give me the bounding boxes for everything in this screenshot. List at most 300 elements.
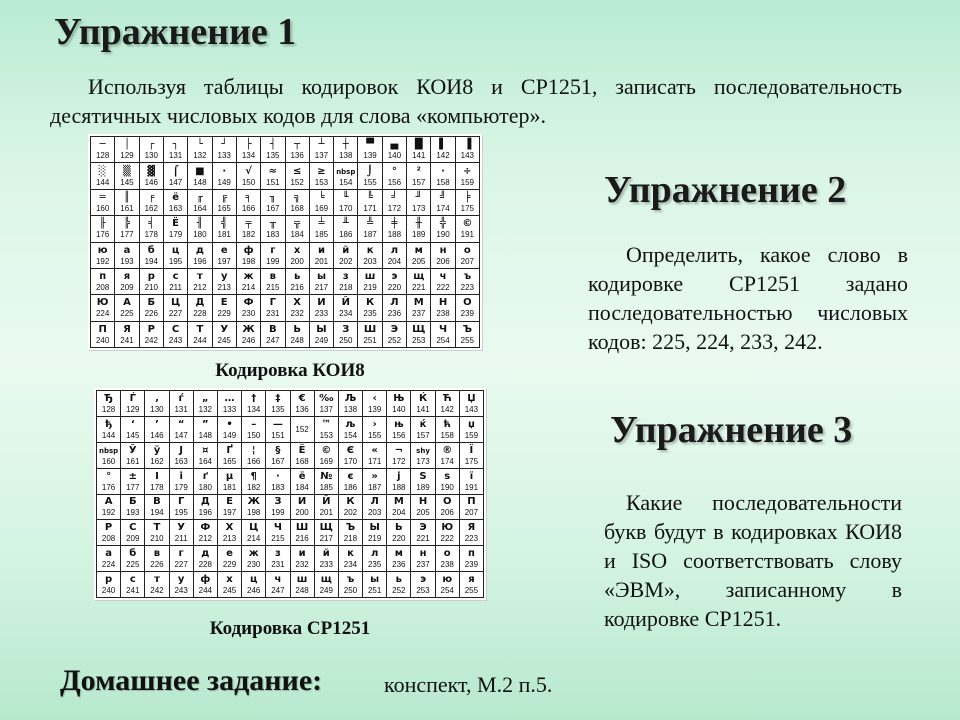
code-cell <box>455 242 479 268</box>
cell-code: 174 <box>440 456 454 466</box>
cell-code: 178 <box>150 482 164 492</box>
cell-glyph: п <box>467 548 475 560</box>
cell-code: 128 <box>95 151 110 161</box>
cell-glyph: ¦ <box>251 444 256 456</box>
code-cell <box>382 295 406 321</box>
cell-glyph: И <box>297 496 307 508</box>
cell-glyph: і <box>179 470 183 482</box>
cp1251-table-frame <box>94 388 486 600</box>
cell-glyph: х <box>226 574 233 586</box>
cell-glyph: в <box>153 548 161 560</box>
code-cell <box>212 137 236 163</box>
cell-code: 159 <box>464 430 479 440</box>
code-cell <box>411 442 435 468</box>
cell-code: 141 <box>412 151 426 161</box>
cell-code: 169 <box>319 456 333 466</box>
code-cell <box>290 416 314 442</box>
cell-code: 200 <box>290 256 304 266</box>
code-cell <box>309 242 333 268</box>
code-cell <box>169 416 193 442</box>
cell-glyph: ╠ <box>123 218 130 230</box>
cell-code: 141 <box>416 404 430 414</box>
cell-code: 134 <box>241 151 256 161</box>
code-cell <box>266 546 290 572</box>
table-row <box>97 520 484 546</box>
code-cell <box>97 442 121 468</box>
code-cell <box>236 163 260 189</box>
cell-code: 182 <box>241 230 256 240</box>
code-cell <box>358 137 382 163</box>
code-cell <box>363 391 387 417</box>
cell-glyph: ъ <box>346 574 355 586</box>
cell-glyph: № <box>320 470 333 482</box>
code-cell <box>115 216 139 242</box>
cell-code: 155 <box>367 430 382 440</box>
code-cell <box>266 416 290 442</box>
code-cell <box>242 494 266 520</box>
cell-code: 147 <box>168 177 183 187</box>
code-cell <box>266 391 290 417</box>
cell-code: 205 <box>416 508 430 518</box>
code-cell <box>309 137 333 163</box>
code-cell <box>163 163 187 189</box>
cell-code: 170 <box>343 456 358 466</box>
cell-glyph: г <box>270 244 276 256</box>
code-cell <box>121 572 145 598</box>
code-cell <box>290 520 314 546</box>
cell-code: 236 <box>392 560 406 570</box>
cell-glyph: ├ <box>245 139 252 151</box>
cell-code: 139 <box>363 151 377 161</box>
cell-code: 238 <box>440 560 454 570</box>
cell-glyph: д <box>201 548 210 560</box>
cell-code: 224 <box>95 309 110 319</box>
code-cell <box>242 416 266 442</box>
cell-glyph: К <box>366 297 375 309</box>
cell-glyph: и <box>317 244 325 256</box>
cell-code: 248 <box>290 335 304 345</box>
code-cell <box>455 295 479 321</box>
cell-code: 248 <box>295 586 309 596</box>
cell-code: 206 <box>440 508 454 518</box>
code-cell <box>236 216 260 242</box>
cell-glyph: ђ <box>105 418 113 430</box>
code-cell <box>91 216 115 242</box>
cell-code: 214 <box>241 283 256 293</box>
code-cell <box>193 546 217 572</box>
cell-glyph: ч <box>439 271 447 283</box>
code-cell <box>266 494 290 520</box>
cell-code: 202 <box>343 508 358 518</box>
code-cell <box>363 546 387 572</box>
cell-glyph: ┼ <box>342 139 349 151</box>
code-cell <box>309 295 333 321</box>
cell-glyph: Д <box>200 496 210 508</box>
cell-code: 154 <box>339 177 353 187</box>
cell-code: 209 <box>126 534 140 544</box>
cell-code: 163 <box>174 456 188 466</box>
cell-glyph: ‰ <box>319 392 334 404</box>
cell-code: 247 <box>271 586 285 596</box>
code-cell <box>193 391 217 417</box>
cell-code: 240 <box>95 335 110 345</box>
cell-code: 164 <box>198 456 213 466</box>
cell-glyph: √ <box>245 165 252 177</box>
cell-code: 168 <box>295 456 309 466</box>
cell-glyph: С <box>171 323 180 335</box>
code-cell <box>261 137 285 163</box>
cell-glyph: с <box>129 574 136 586</box>
code-cell <box>285 295 309 321</box>
code-cell <box>431 163 455 189</box>
cell-code: 183 <box>271 482 285 492</box>
exercise-3-title: Упражнение 3 <box>610 409 853 451</box>
code-cell <box>411 494 435 520</box>
cell-code: 129 <box>126 404 140 414</box>
code-cell <box>338 494 362 520</box>
cell-glyph: Ъ <box>345 522 356 534</box>
cell-code: 232 <box>290 309 304 319</box>
cell-code: 236 <box>387 309 402 319</box>
cell-glyph: ъ <box>463 271 472 283</box>
code-cell <box>435 572 459 598</box>
cell-glyph: ║ <box>123 191 130 203</box>
cell-code: 165 <box>217 203 231 213</box>
cell-code: 201 <box>319 508 333 518</box>
code-cell <box>217 520 241 546</box>
cell-code: 147 <box>174 430 188 440</box>
code-cell <box>212 189 236 215</box>
cell-code: 211 <box>174 534 188 544</box>
cell-code: 142 <box>440 404 454 414</box>
cell-glyph: Ы <box>369 522 380 534</box>
cell-code: 131 <box>174 404 188 414</box>
cell-glyph: ѕ <box>444 470 451 482</box>
cell-code: 142 <box>436 151 450 161</box>
code-cell <box>139 268 163 294</box>
code-cell <box>290 391 314 417</box>
cell-code: 182 <box>247 482 261 492</box>
cell-code: 152 <box>295 424 309 434</box>
code-cell <box>266 572 290 598</box>
cell-glyph: ╞ <box>464 191 471 203</box>
code-cell <box>358 216 382 242</box>
cell-code: 146 <box>150 430 164 440</box>
cell-code: 225 <box>120 309 134 319</box>
cell-glyph: Н <box>438 297 448 309</box>
cell-glyph: ь <box>395 574 402 586</box>
code-cell <box>334 268 358 294</box>
cell-glyph: ≤ <box>292 165 302 177</box>
cell-glyph: к <box>366 244 374 256</box>
cell-code: 153 <box>319 430 333 440</box>
cell-glyph: ╘ <box>318 191 325 203</box>
cell-code: 219 <box>367 534 382 544</box>
code-cell <box>407 163 431 189</box>
code-cell <box>455 268 479 294</box>
table-row <box>97 416 484 442</box>
cell-glyph: ╤ <box>245 218 252 230</box>
cell-glyph: ° <box>106 470 112 482</box>
cell-code: 202 <box>339 256 353 266</box>
cell-glyph: Л <box>390 297 399 309</box>
cell-glyph: ╙ <box>342 191 349 203</box>
table-row <box>91 321 480 347</box>
cell-code: 177 <box>126 482 140 492</box>
cell-glyph: ‡ <box>275 392 281 404</box>
cell-code: 188 <box>387 230 402 240</box>
cell-code: 138 <box>339 151 353 161</box>
cell-glyph: м <box>394 548 403 560</box>
cell-code: 144 <box>101 430 116 440</box>
code-cell <box>358 242 382 268</box>
cell-glyph: т <box>154 574 160 586</box>
code-cell <box>236 321 260 347</box>
cell-glyph: І <box>155 470 159 482</box>
code-cell <box>115 295 139 321</box>
cell-glyph: Ё <box>172 218 180 230</box>
cell-glyph: ▌ <box>439 139 447 151</box>
cell-code: 166 <box>241 203 256 213</box>
cell-glyph: Ћ <box>442 392 452 404</box>
cell-glyph: ╬ <box>440 218 447 230</box>
cell-code: 230 <box>241 309 256 319</box>
code-cell <box>115 189 139 215</box>
code-cell <box>435 468 459 494</box>
cell-code: 160 <box>95 203 110 213</box>
cell-code: 128 <box>101 404 116 414</box>
cell-glyph: ґ <box>202 470 208 482</box>
code-cell <box>314 442 338 468</box>
cell-code: 220 <box>387 283 402 293</box>
cell-code: 215 <box>271 534 285 544</box>
cell-code: 146 <box>144 177 158 187</box>
code-cell <box>91 321 115 347</box>
cell-code: 148 <box>193 177 207 187</box>
cell-glyph: а <box>105 548 112 560</box>
table-row <box>91 137 480 163</box>
code-cell <box>261 216 285 242</box>
code-cell <box>188 189 212 215</box>
code-cell <box>212 321 236 347</box>
cell-glyph: Ъ <box>462 323 473 335</box>
code-cell <box>193 520 217 546</box>
cell-glyph: щ <box>413 271 425 283</box>
code-cell <box>387 520 411 546</box>
exercise-2-title: Упражнение 2 <box>604 169 847 211</box>
table-row <box>91 295 480 321</box>
code-cell <box>97 546 121 572</box>
code-cell <box>363 442 387 468</box>
cell-glyph: ь <box>293 271 301 283</box>
cell-glyph: ╛ <box>391 191 398 203</box>
cell-code: 205 <box>412 256 426 266</box>
cell-glyph: Ѓ <box>129 392 136 404</box>
cell-code: 249 <box>314 335 329 345</box>
cell-glyph: Р <box>147 323 155 335</box>
cell-code: 156 <box>392 430 406 440</box>
code-cell <box>407 321 431 347</box>
cell-glyph: ╔ <box>221 191 228 203</box>
cell-glyph: ╖ <box>269 191 276 203</box>
cell-code: 197 <box>222 508 237 518</box>
cell-glyph: ▐ <box>463 139 472 151</box>
cell-code: 209 <box>120 283 134 293</box>
cell-code: 233 <box>319 560 333 570</box>
cell-glyph: ═ <box>99 191 106 203</box>
cell-code: 186 <box>339 230 353 240</box>
code-cell <box>309 216 333 242</box>
cell-code: 148 <box>198 430 213 440</box>
code-cell <box>338 572 362 598</box>
cell-code: 218 <box>343 534 358 544</box>
cell-glyph: Љ <box>344 392 357 404</box>
cell-code: 250 <box>343 586 358 596</box>
cell-code: 137 <box>314 151 329 161</box>
cell-glyph: ф <box>243 244 254 256</box>
cell-glyph: Х <box>225 522 234 534</box>
cell-code: 190 <box>436 230 450 240</box>
cell-code: 255 <box>460 335 475 345</box>
cell-code: 231 <box>271 560 285 570</box>
cell-glyph: Щ <box>412 323 426 335</box>
code-cell <box>435 391 459 417</box>
code-cell <box>212 268 236 294</box>
cell-glyph: Ь <box>293 323 301 335</box>
code-cell <box>212 163 236 189</box>
cell-glyph: Й <box>322 496 331 508</box>
cell-glyph: ≥ <box>317 165 326 177</box>
code-cell <box>145 391 169 417</box>
cell-code: 224 <box>101 560 116 570</box>
code-cell <box>97 468 121 494</box>
cell-glyph: ╧ <box>318 218 325 230</box>
cell-code: 240 <box>101 586 116 596</box>
cell-code: 157 <box>412 177 426 187</box>
cell-code: 153 <box>314 177 329 187</box>
cell-code: 193 <box>126 508 140 518</box>
code-cell <box>115 321 139 347</box>
cell-glyph: … <box>224 392 235 404</box>
cell-glyph: й <box>342 244 350 256</box>
cell-code: 212 <box>193 283 207 293</box>
cell-glyph: Є <box>346 444 355 456</box>
cell-code: 134 <box>247 404 261 414</box>
cell-glyph: · <box>441 165 445 177</box>
cell-code: 237 <box>412 309 426 319</box>
code-cell <box>145 572 169 598</box>
koi8-caption: Кодировка КОИ8 <box>215 360 365 381</box>
code-cell <box>387 442 411 468</box>
cell-code: 145 <box>120 177 134 187</box>
code-cell <box>212 216 236 242</box>
cell-glyph: и <box>298 548 306 560</box>
cell-glyph: Ч <box>273 522 282 534</box>
code-cell <box>193 416 217 442</box>
cell-glyph: ■ <box>195 165 205 177</box>
code-cell <box>121 468 145 494</box>
cell-glyph: ч <box>274 574 282 586</box>
code-cell <box>139 216 163 242</box>
cell-glyph: ╟ <box>99 218 106 230</box>
cell-glyph: ╣ <box>221 218 228 230</box>
table-row <box>91 163 480 189</box>
cell-glyph: ¶ <box>250 470 257 482</box>
cell-glyph: ▒ <box>123 165 131 177</box>
code-cell <box>338 546 362 572</box>
cell-glyph: ц <box>250 574 258 586</box>
cell-code: 251 <box>367 586 382 596</box>
cell-glyph: Ь <box>395 522 403 534</box>
cell-glyph: Ж <box>242 323 255 335</box>
code-cell <box>455 189 479 215</box>
cell-glyph: б <box>147 244 155 256</box>
cell-code: 214 <box>247 534 261 544</box>
cell-code: 242 <box>144 335 158 345</box>
cell-glyph: ы <box>316 271 326 283</box>
cell-code: 140 <box>387 151 402 161</box>
code-cell <box>285 189 309 215</box>
code-cell <box>188 216 212 242</box>
cell-glyph: ’ <box>155 418 159 430</box>
cell-glyph: м <box>414 244 423 256</box>
code-cell <box>455 321 479 347</box>
cell-glyph: └ <box>196 139 203 151</box>
cell-glyph: А <box>123 297 131 309</box>
cell-code: 181 <box>217 230 231 240</box>
code-cell <box>459 416 483 442</box>
cell-glyph: „ <box>202 392 209 404</box>
cell-glyph: ° <box>391 165 397 177</box>
cell-code: 235 <box>367 560 382 570</box>
cell-glyph: ┐ <box>172 139 179 151</box>
cell-glyph: ╫ <box>415 218 422 230</box>
cell-code: 217 <box>314 283 329 293</box>
code-cell <box>314 520 338 546</box>
cell-glyph: Ї <box>469 444 474 456</box>
cell-code: 233 <box>314 309 329 319</box>
cell-code: 158 <box>440 430 454 440</box>
code-cell <box>121 520 145 546</box>
cell-glyph: л <box>390 244 399 256</box>
cell-glyph: ю <box>97 244 108 256</box>
code-cell <box>169 520 193 546</box>
cell-code: 136 <box>295 404 309 414</box>
code-cell <box>236 137 260 163</box>
cell-glyph: ² <box>416 165 421 177</box>
cell-code: 144 <box>95 177 110 187</box>
cell-glyph: — <box>272 418 283 430</box>
cell-glyph: я <box>123 271 131 283</box>
code-cell <box>115 268 139 294</box>
cell-code: 218 <box>339 283 353 293</box>
cell-glyph: “ <box>177 418 185 430</box>
code-cell <box>387 416 411 442</box>
cell-code: 227 <box>174 560 188 570</box>
cell-code: 200 <box>295 508 309 518</box>
code-cell <box>290 494 314 520</box>
code-cell <box>358 163 382 189</box>
cell-glyph: ÷ <box>463 165 472 177</box>
code-cell <box>236 189 260 215</box>
table-row <box>97 572 484 598</box>
cell-code: 223 <box>464 534 479 544</box>
cell-code: 246 <box>241 335 256 345</box>
cell-code: 150 <box>247 430 261 440</box>
code-cell <box>139 242 163 268</box>
code-cell <box>435 546 459 572</box>
cell-code: 222 <box>436 283 450 293</box>
